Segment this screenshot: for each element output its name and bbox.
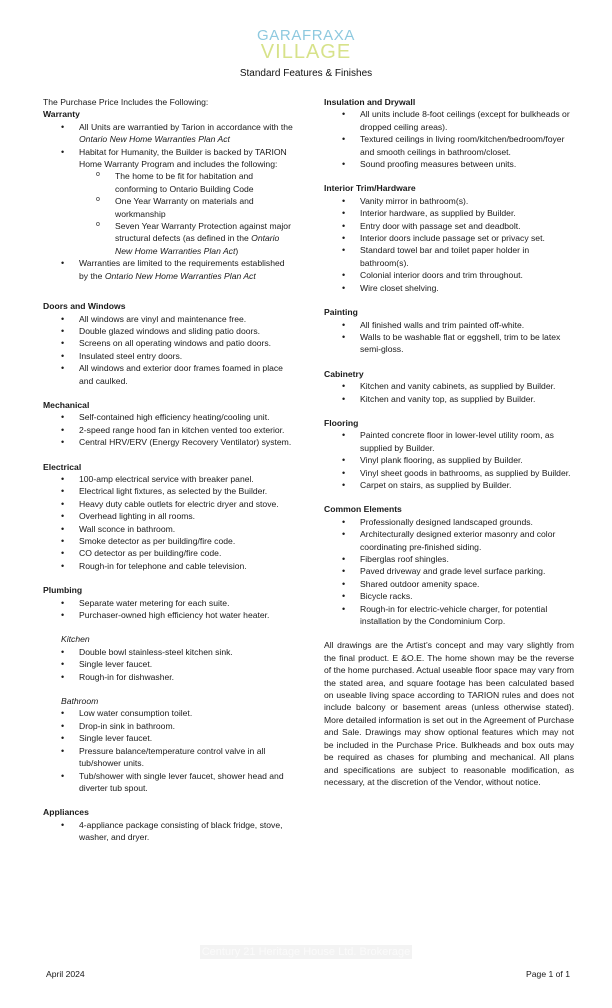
sublist-item: o One Year Warranty on materials and workmanship (43, 195, 293, 220)
section-warranty (43, 108, 293, 282)
list-item: • Vinyl plank flooring, as supplied by Builder. (324, 454, 574, 466)
mechanical-list (43, 411, 293, 448)
list-item: • Vanity mirror in bathroom(s). (324, 195, 574, 207)
right-column (324, 96, 574, 797)
list-item (43, 121, 293, 146)
list-item: • Professionally designed landscaped grounds. (324, 516, 574, 528)
list-item: • Walls to be washable flat or eggshell, trim to be latex semi-gloss. (324, 331, 574, 356)
section-title: Plumbing (43, 585, 83, 596)
list-item: • All windows are vinyl and maintenance free. (43, 313, 293, 325)
section-title: Electrical (43, 461, 82, 472)
list-item: • Standard towel bar and toilet paper holder in bathroom(s). (324, 244, 574, 269)
list-item: • Self-contained high efficiency heating/cooling unit. (43, 411, 293, 423)
section-title: Flooring (324, 417, 359, 428)
section-doors-windows (43, 300, 293, 387)
list-item: • Smoke detector as per building/fire code. (43, 535, 293, 547)
intro-text: The Purchase Price Includes the Following: (43, 97, 209, 107)
warranty-list (43, 121, 293, 171)
list-item: • Double glazed windows and sliding patio doors. (43, 325, 293, 337)
list-item: • Central HRV/ERV (Energy Recovery Ventilator) system. (43, 436, 293, 448)
list-item: • All units include 8-foot ceilings (except for bulkheads or dropped ceiling areas). (324, 108, 574, 133)
list-item: • Textured ceilings in living room/kitchen/bedroom/foyer and smooth ceilings in bathroom/closet. (324, 133, 574, 158)
sublist-item: o The home to be fit for habitation and conforming to Ontario Building Code (43, 170, 293, 195)
list-item (43, 257, 293, 282)
list-item (43, 146, 293, 171)
list-item: • Drop-in sink in bathroom. (43, 720, 293, 732)
list-item: • Insulated steel entry doors. (43, 350, 293, 362)
common-elements-list (324, 516, 574, 628)
section-flooring (324, 417, 574, 491)
appliances-list (43, 819, 293, 844)
logo-line-village: VILLAGE (260, 41, 352, 63)
list-item: • All finished walls and trim painted off-white. (324, 319, 574, 331)
section-plumbing (43, 584, 293, 794)
section-painting (324, 306, 574, 356)
section-interior-trim (324, 182, 574, 294)
list-item: • Wall sconce in bathroom. (43, 523, 293, 535)
list-item: • Colonial interior doors and trim throughout. (324, 269, 574, 281)
section-mechanical (43, 399, 293, 449)
list-item: • Purchaser-owned high efficiency hot water heater. (43, 609, 293, 621)
list-item: • Single lever faucet. (43, 658, 293, 670)
list-item: • Overhead lighting in all rooms. (43, 510, 293, 522)
plumbing-list (43, 597, 293, 622)
section-title: Cabinetry (324, 368, 364, 379)
list-item: • Screens on all operating windows and patio doors. (43, 337, 293, 349)
list-item: • Carpet on stairs, as supplied by Builder. (324, 479, 574, 491)
list-item: • Tub/shower with single lever faucet, shower head and diverter tub spout. (43, 770, 293, 795)
section-title: Mechanical (43, 399, 90, 410)
item-text: Habitat for Humanity, the Builder is backed by TARION Home Warranty Program and includes the following: (79, 146, 287, 170)
list-item: • Painted concrete floor in lower-level utility room, as supplied by Builder. (324, 429, 574, 454)
list-item: • Shared outdoor amenity space. (324, 578, 574, 590)
bathroom-list (43, 707, 293, 794)
list-item: • Bicycle racks. (324, 590, 574, 602)
section-appliances (43, 806, 293, 843)
list-item: • Single lever faucet. (43, 732, 293, 744)
cabinetry-list (324, 380, 574, 405)
list-item: • Separate water metering for each suite. (43, 597, 293, 609)
section-title: Appliances (43, 807, 89, 818)
warranty-sublist-items (43, 170, 293, 282)
list-item: • CO detector as per building/fire code. (43, 547, 293, 559)
list-item: • Paved driveway and grade level surface parking. (324, 565, 574, 577)
list-item: • Wire closet shelving. (324, 282, 574, 294)
list-item: • Low water consumption toilet. (43, 707, 293, 719)
item-text: Warranties are limited to the requirements established by the (79, 258, 285, 281)
interior-trim-list (324, 195, 574, 294)
list-item: • Fiberglas roof shingles. (324, 553, 574, 565)
item-text: All Units are warrantied by Tarion in accordance with the (79, 121, 293, 132)
section-title: Insulation and Drywall (324, 97, 416, 107)
painting-list (324, 319, 574, 356)
list-item: • All windows and exterior door frames foamed in place and caulked. (43, 362, 293, 387)
list-item: • Interior hardware, as supplied by Builder. (324, 207, 574, 219)
document-title: Standard Features & Finishes (239, 68, 373, 79)
disclaimer-paragraph: All drawings are the Artist’s concept and may vary slightly from the final product. E &O.E. The home shown may be the reverse of the home purchased. Actual useable floor space may vary from the stated area, and square footage has been calculated based on useable living space according to TARION rules and does not include balcony or basement areas (unless otherwise stated). More detailed information is set out in the Agreement of Purchase and Sale. Drawings may show optional features which may not be included in the Purchase Price. Bulkheads and box outs may be required as chases for plumbing and mechanical. All plans and specifications are subject to reasonable modification, as necessary, at the discretion of the Vendor, without notice. (324, 640, 574, 787)
list-item: • Pressure balance/temperature control valve in all tub/shower units. (43, 745, 293, 770)
logo-line-garafraxa: GARAFRAXA (257, 27, 355, 44)
section-title: Warranty (43, 109, 80, 120)
act-name: Ontario New Home Warranties Plan Act (79, 134, 230, 145)
electrical-list (43, 473, 293, 572)
flooring-list (324, 429, 574, 491)
list-item: • Kitchen and vanity top, as supplied by Builder. (324, 393, 574, 405)
section-title: Interior Trim/Hardware (324, 183, 416, 194)
section-title: Doors and Windows (43, 301, 126, 312)
list-item: • Rough-in for telephone and cable television. (43, 560, 293, 572)
list-item: • Heavy duty cable outlets for electric dryer and stove. (43, 498, 293, 510)
list-item: • Entry door with passage set and deadbolt. (324, 220, 574, 232)
list-item: • Sound proofing measures between units. (324, 158, 574, 170)
kitchen-list (43, 646, 293, 683)
footer-page-number: Page 1 of 1 (526, 969, 570, 979)
list-item: • Electrical light fixtures, as selected by the Builder. (43, 485, 293, 497)
footer-date: April 2024 (46, 969, 85, 979)
watermark-text: Century 21 Heritage House Ltd. Brokerage (201, 946, 411, 958)
list-item: • Rough-in for electric-vehicle charger, for potential installation by the Condominium Corp. (324, 603, 574, 628)
section-title: Common Elements (324, 504, 402, 515)
left-column (43, 96, 293, 856)
act-name: Ontario New Home Warranties Plan Act (104, 270, 256, 281)
garafraxa-village-logo (0, 28, 612, 62)
list-item: • 100-amp electrical service with breaker panel. (43, 473, 293, 485)
brokerage-watermark (0, 946, 612, 958)
subsection-bathroom-title: Bathroom (61, 696, 99, 707)
doors-windows-list (43, 313, 293, 387)
section-electrical (43, 461, 293, 573)
list-item: • Architecturally designed exterior masonry and color coordinating pre-finished siding. (324, 528, 574, 553)
section-cabinetry (324, 368, 574, 405)
section-common-elements (324, 503, 574, 627)
list-item: • Kitchen and vanity cabinets, as supplied by Builder. (324, 380, 574, 392)
subsection-kitchen-title: Kitchen (61, 634, 90, 645)
item-text: Seven Year Warranty Protection against major structural defects (as defined in the (115, 221, 291, 244)
item-text: ) (235, 245, 239, 256)
list-item: • Double bowl stainless-steel kitchen sink. (43, 646, 293, 658)
act-name: Ontario New Home Warranties Plan Act (115, 233, 280, 256)
list-item: • Vinyl sheet goods in bathrooms, as supplied by Builder. (324, 467, 574, 479)
list-item: • 2-speed range hood fan in kitchen vented too exterior. (43, 424, 293, 436)
section-title: Painting (324, 307, 358, 318)
list-item: • 4-appliance package consisting of black fridge, stove, washer, and dryer. (43, 819, 293, 844)
insulation-list (324, 108, 574, 170)
sublist-item (43, 220, 293, 257)
list-item: • Interior doors include passage set or privacy set. (324, 232, 574, 244)
list-item: • Rough-in for dishwasher. (43, 671, 293, 683)
section-insulation-drywall (324, 96, 574, 170)
